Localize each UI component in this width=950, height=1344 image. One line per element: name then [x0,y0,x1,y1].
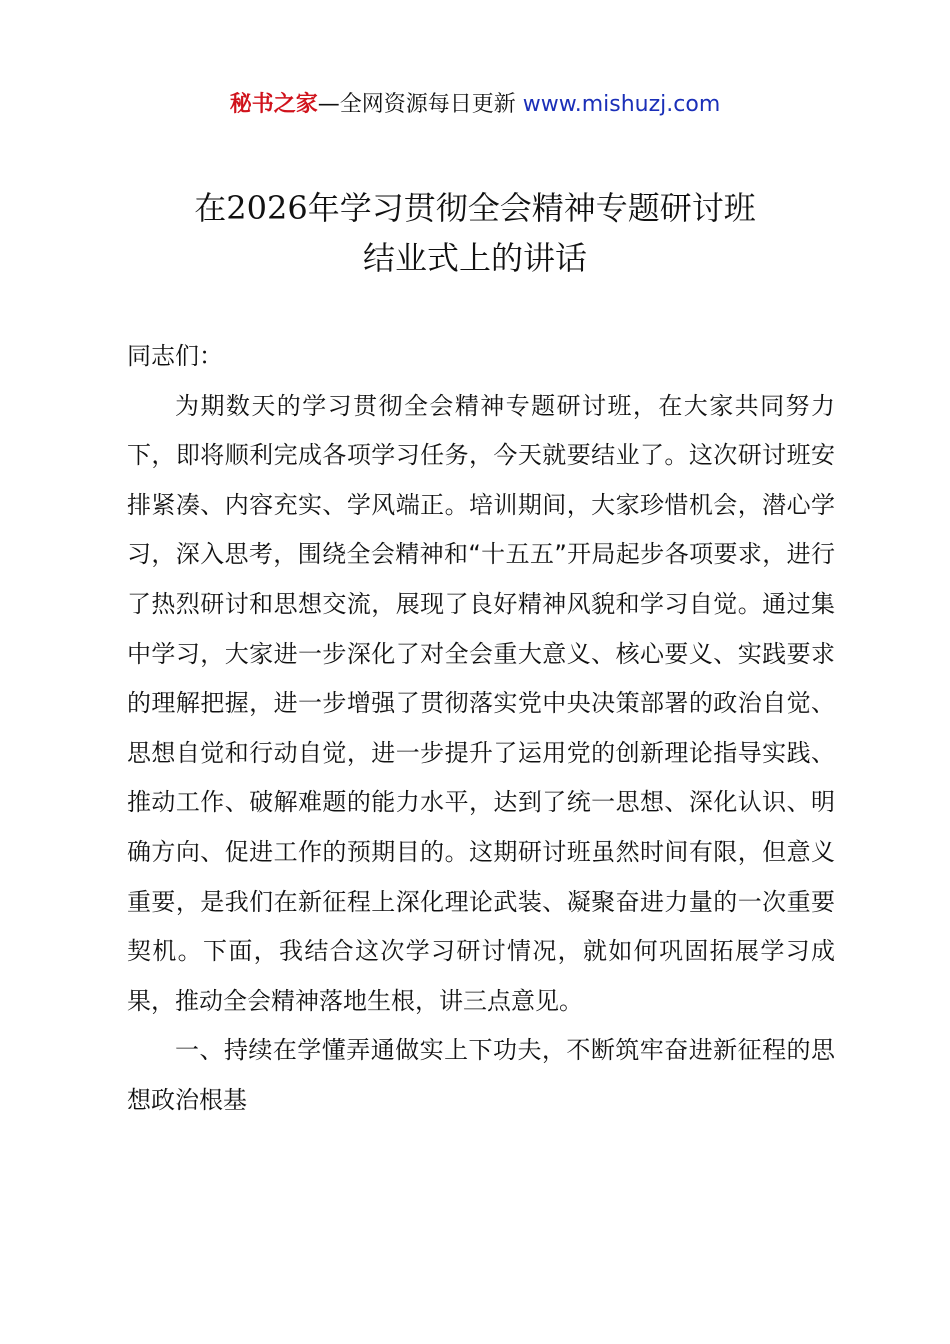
brand-name: 秘书之家 [229,92,318,117]
site-header [0,88,950,122]
document-body [127,332,835,1126]
header-tagline: —全网资源每日更新 [317,92,523,117]
section-heading-1: 一、持续在学懂弄通做实上下功夫，不断筑牢奋进新征程的思想政治根基 [127,1036,835,1114]
paragraph-intro: 为期数天的学习贯彻全会精神专题研讨班，在大家共同努力下，即将顺利完成各项学习任务，今天就要结业了。这次研讨班安排紧凑、内容充实、学风端正。培训期间，大家珍惜机会，潜心学习，深入思考，围绕全会精神和“十五五”开局起步各项要求，进行了热烈研讨和思想交流，展现了良好精神风貌和学习自觉。通过集中学习，大家进一步深化了对全会重大意义、核心要义、实践要求的理解把握，进一步增强了贯彻落实党中央决策部署的政治自觉、思想自觉和行动自觉，进一步提升了运用党的创新理论指导实践、推动工作、破解难题的能力水平，达到了统一思想、深化认识、明确方向、促进工作的预期目的。这期研讨班虽然时间有限，但意义重要，是我们在新征程上深化理论武装、凝聚奋进力量的一次重要契机。下面，我结合这次学习研讨情况，就如何巩固拓展学习成果，推动全会精神落地生根，讲三点意见。 [127,391,835,1015]
salutation: 同志们： [127,342,223,370]
site-url-link[interactable]: www.mishuzj.com [522,92,721,117]
document-title [0,183,950,283]
title-line-2: 结业式上的讲话 [362,239,587,277]
title-line-1: 在2026年学习贯彻全会精神专题研讨班 [194,189,756,227]
